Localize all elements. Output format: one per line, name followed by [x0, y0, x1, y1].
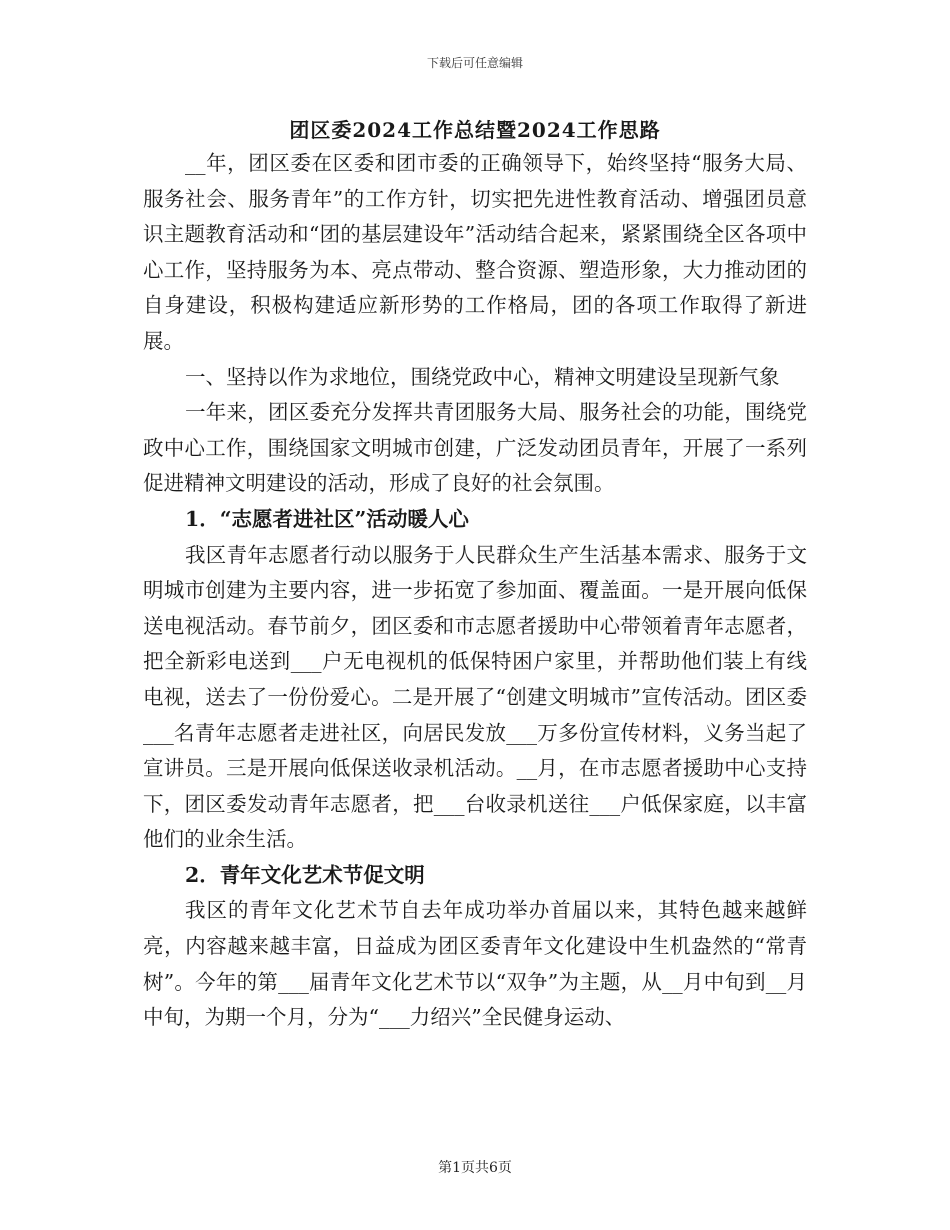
subheading-volunteers: 1．“志愿者进社区”活动暖人心: [185, 506, 469, 531]
page-footer: 第1页共6页: [438, 1160, 512, 1176]
section-heading-1: 一、坚持以作为求地位，围绕党政中心，精神文明建设呈现新气象: [185, 364, 780, 389]
paragraph-intro: __年，团区委在区委和团市委的正确领导下，始终坚持“服务大局、服务社会、服务青年”的工作方针，切实把先进性教育活动、增强团员意识主题教育活动和“团的基层建设年”活动结合起来，紧紧围绕全区各项中心工作，坚持服务为本、亮点带动、整合资源、塑造形象，大力推动团的自身建设，积极构建适应新形势的工作格局，团的各项工作取得了新进展。: [143, 151, 807, 353]
subheading-culture-festival: 2．青年文化艺术节促文明: [185, 862, 425, 887]
document-body: [143, 146, 807, 1036]
paragraph-culture-festival: 我区的青年文化艺术节自去年成功举办首届以来，其特色越来越鲜亮，内容越来越丰富，日益成为团区委青年文化建设中生机盎然的“常青树”。今年的第___届青年文化艺术节以“双争”为主题，从__月中旬到__月中旬，为期一个月，分为“___力绍兴”全民健身运动、: [143, 898, 807, 1030]
header-note: 下载后可任意编辑: [426, 56, 523, 70]
paragraph-section-1: 一年来，团区委充分发挥共青团服务大局、服务社会的功能，围绕党政中心工作，围绕国家文明城市创建，广泛发动团员青年，开展了一系列促进精神文明建设的活动，形成了良好的社会氛围。: [143, 400, 807, 496]
document-title: 团区委2024工作总结暨2024工作思路: [289, 118, 661, 142]
paragraph-volunteers: 我区青年志愿者行动以服务于人民群众生产生活基本需求、服务于文明城市创建为主要内容，进一步拓宽了参加面、覆盖面。一是开展向低保送电视活动。春节前夕，团区委和市志愿者援助中心带领着青年志愿者，把全新彩电送到___户无电视机的低保特困户家里，并帮助他们装上有线电视，送去了一份份爱心。二是开展了“创建文明城市”宣传活动。团区委___名青年志愿者走进社区，向居民发放___万多份宣传材料，义务当起了宣讲员。三是开展向低保送收录机活动。__月，在市志愿者援助中心支持下，团区委发动青年志愿者，把___台收录机送往___户低保家庭，以丰富他们的业余生活。: [143, 542, 807, 852]
